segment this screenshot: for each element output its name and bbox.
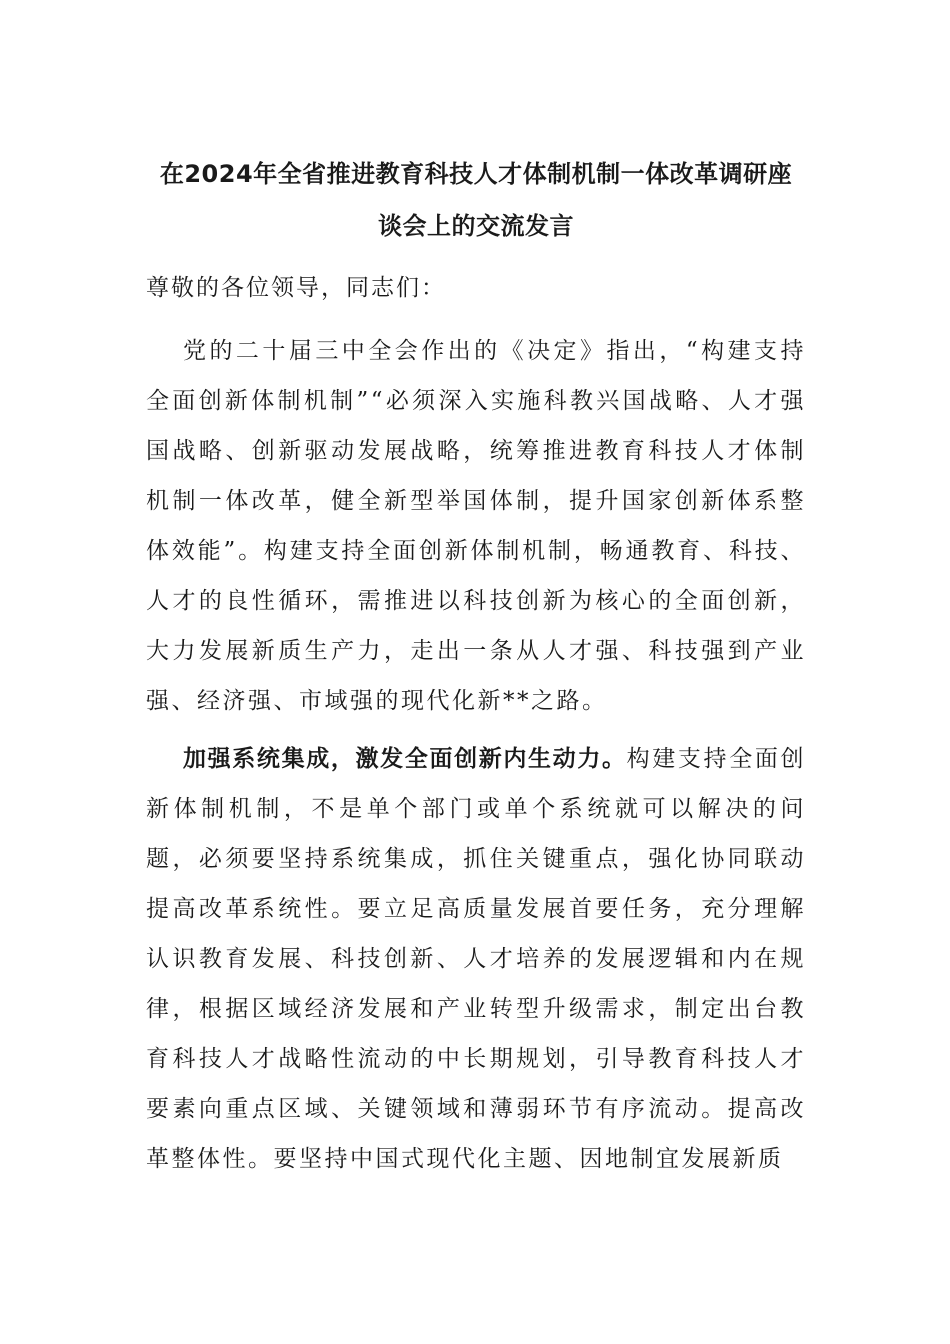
body-paragraph <box>146 734 806 1184</box>
document-title-line-1: 在2024年全省推进教育科技人才体制机制一体改革调研座 <box>159 160 793 188</box>
body-paragraph <box>146 326 806 726</box>
paragraph-lead-heading: 加强系统集成，激发全面创新内生动力。 <box>183 746 627 772</box>
document-title-line-2: 谈会上的交流发言 <box>378 212 574 240</box>
paragraph-text: 构建支持全面创新体制机制，不是单个部门或单个系统就可以解决的问题，必须要坚持系统集成，抓住关键重点，强化协同联动提高改革系统性。要立足高质量发展首要任务，充分理解认识教育发展、科技创新、人才培养的发展逻辑和内在规律，根据区域经济发展和产业转型升级需求，制定出台教育科技人才战略性流动的中长期规划，引导教育科技人才要素向重点区域、关键领域和薄弱环节有序流动。提高改革整体性。要坚持中国式现代化主题、因地制宜发展新质 <box>146 746 807 1172</box>
paragraph-text: 党的二十届三中全会作出的《决定》指出，“构建支持全面创新体制机制”“必须深入实施科教兴国战略、人才强国战略、创新驱动发展战略，统筹推进教育科技人才体制机制一体改革，健全新型举国体制，提升国家创新体系整体效能”。构建支持全面创新体制机制，畅通教育、科技、人才的良性循环，需推进以科技创新为核心的全面创新，大力发展新质生产力，走出一条从人才强、科技强到产业强、经济强、市域强的现代化新**之路。 <box>146 338 806 714</box>
salutation: 尊敬的各位领导，同志们： <box>146 275 446 301</box>
